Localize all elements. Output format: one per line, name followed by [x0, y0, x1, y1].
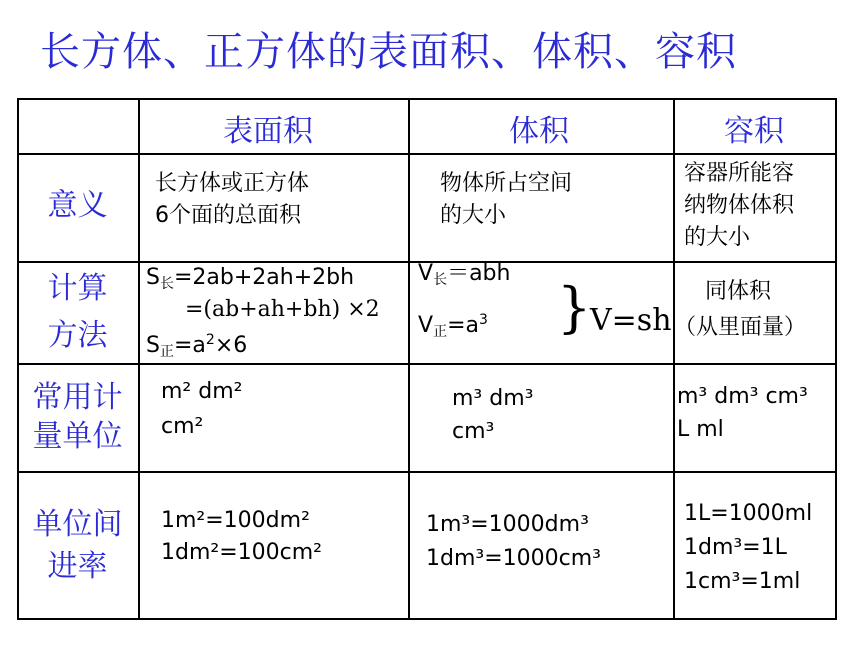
- formula-cuboid-volume: $V_长=abh$: [418, 261, 511, 288]
- units-surface-line-1: m² dm²: [161, 379, 243, 404]
- formula-cuboid-surface-factored: =(ab+ah+bh) ×2: [185, 297, 380, 322]
- rates-surface-line-1: 1m²=100dm²: [161, 508, 310, 533]
- units-volume-line-2: cm³: [452, 419, 495, 444]
- column-divider-1: [138, 98, 140, 620]
- rates-capacity-line-3: 1cm³=1ml: [684, 569, 801, 594]
- row-label-units-2: 量单位: [32, 419, 123, 454]
- row-label-units-1: 常用计: [32, 380, 123, 415]
- method-capacity-line-2: （从里面量）: [674, 315, 807, 340]
- comparison-table: [17, 98, 837, 620]
- formula-cuboid-surface: $S_长=2ab+2ah+2bh$: [146, 265, 355, 292]
- rates-capacity-line-1: 1L=1000ml: [684, 501, 813, 526]
- header-capacity: 容积: [724, 114, 784, 149]
- meaning-volume-line-1: 物体所占空间: [440, 171, 573, 196]
- rates-capacity-line-2: 1dm³=1L: [684, 535, 787, 560]
- units-capacity-line-1: m³ dm³ cm³: [677, 384, 808, 409]
- curly-brace: }: [557, 276, 592, 339]
- row-label-meaning: 意义: [47, 188, 108, 223]
- units-volume-line-1: m³ dm³: [452, 386, 534, 411]
- row-label-rates-2: 进率: [47, 549, 108, 584]
- formula-cube-surface: $S_正=a^2\times 6$: [146, 332, 248, 360]
- units-capacity-line-2: L ml: [677, 417, 724, 442]
- formula-general-volume: V=sh: [590, 303, 672, 338]
- row-divider-4: [17, 471, 837, 473]
- meaning-capacity-line-3: 的大小: [684, 225, 751, 250]
- meaning-surface-line-2: 6个面的总面积: [155, 203, 301, 228]
- row-label-rates-1: 单位间: [32, 507, 123, 542]
- formula-cube-volume: $V_正=a^3$: [418, 312, 488, 340]
- method-capacity-line-1: 同体积: [705, 279, 772, 304]
- column-divider-2: [408, 98, 410, 620]
- row-divider-1: [17, 153, 837, 155]
- header-surface-area: 表面积: [223, 114, 313, 149]
- rates-surface-line-2: 1dm²=100cm²: [161, 540, 322, 565]
- meaning-capacity-line-2: 纳物体体积: [684, 193, 795, 218]
- column-divider-3: [673, 98, 675, 620]
- page-title: 长方体、正方体的表面积、体积、容积: [40, 29, 737, 75]
- rates-volume-line-2: 1dm³=1000cm³: [426, 546, 601, 571]
- meaning-volume-line-2: 的大小: [440, 203, 507, 228]
- units-surface-line-2: cm²: [161, 414, 204, 439]
- meaning-surface-line-1: 长方体或正方体: [155, 171, 310, 196]
- table-border-top: [17, 98, 837, 100]
- row-divider-3: [17, 363, 837, 365]
- table-border-bottom: [17, 618, 837, 620]
- meaning-capacity-line-1: 容器所能容: [684, 161, 795, 186]
- header-volume: 体积: [509, 114, 569, 149]
- rates-volume-line-1: 1m³=1000dm³: [426, 512, 589, 537]
- table-border-right: [835, 98, 837, 620]
- row-label-method-1: 计算: [47, 271, 108, 306]
- row-label-method-2: 方法: [47, 318, 108, 353]
